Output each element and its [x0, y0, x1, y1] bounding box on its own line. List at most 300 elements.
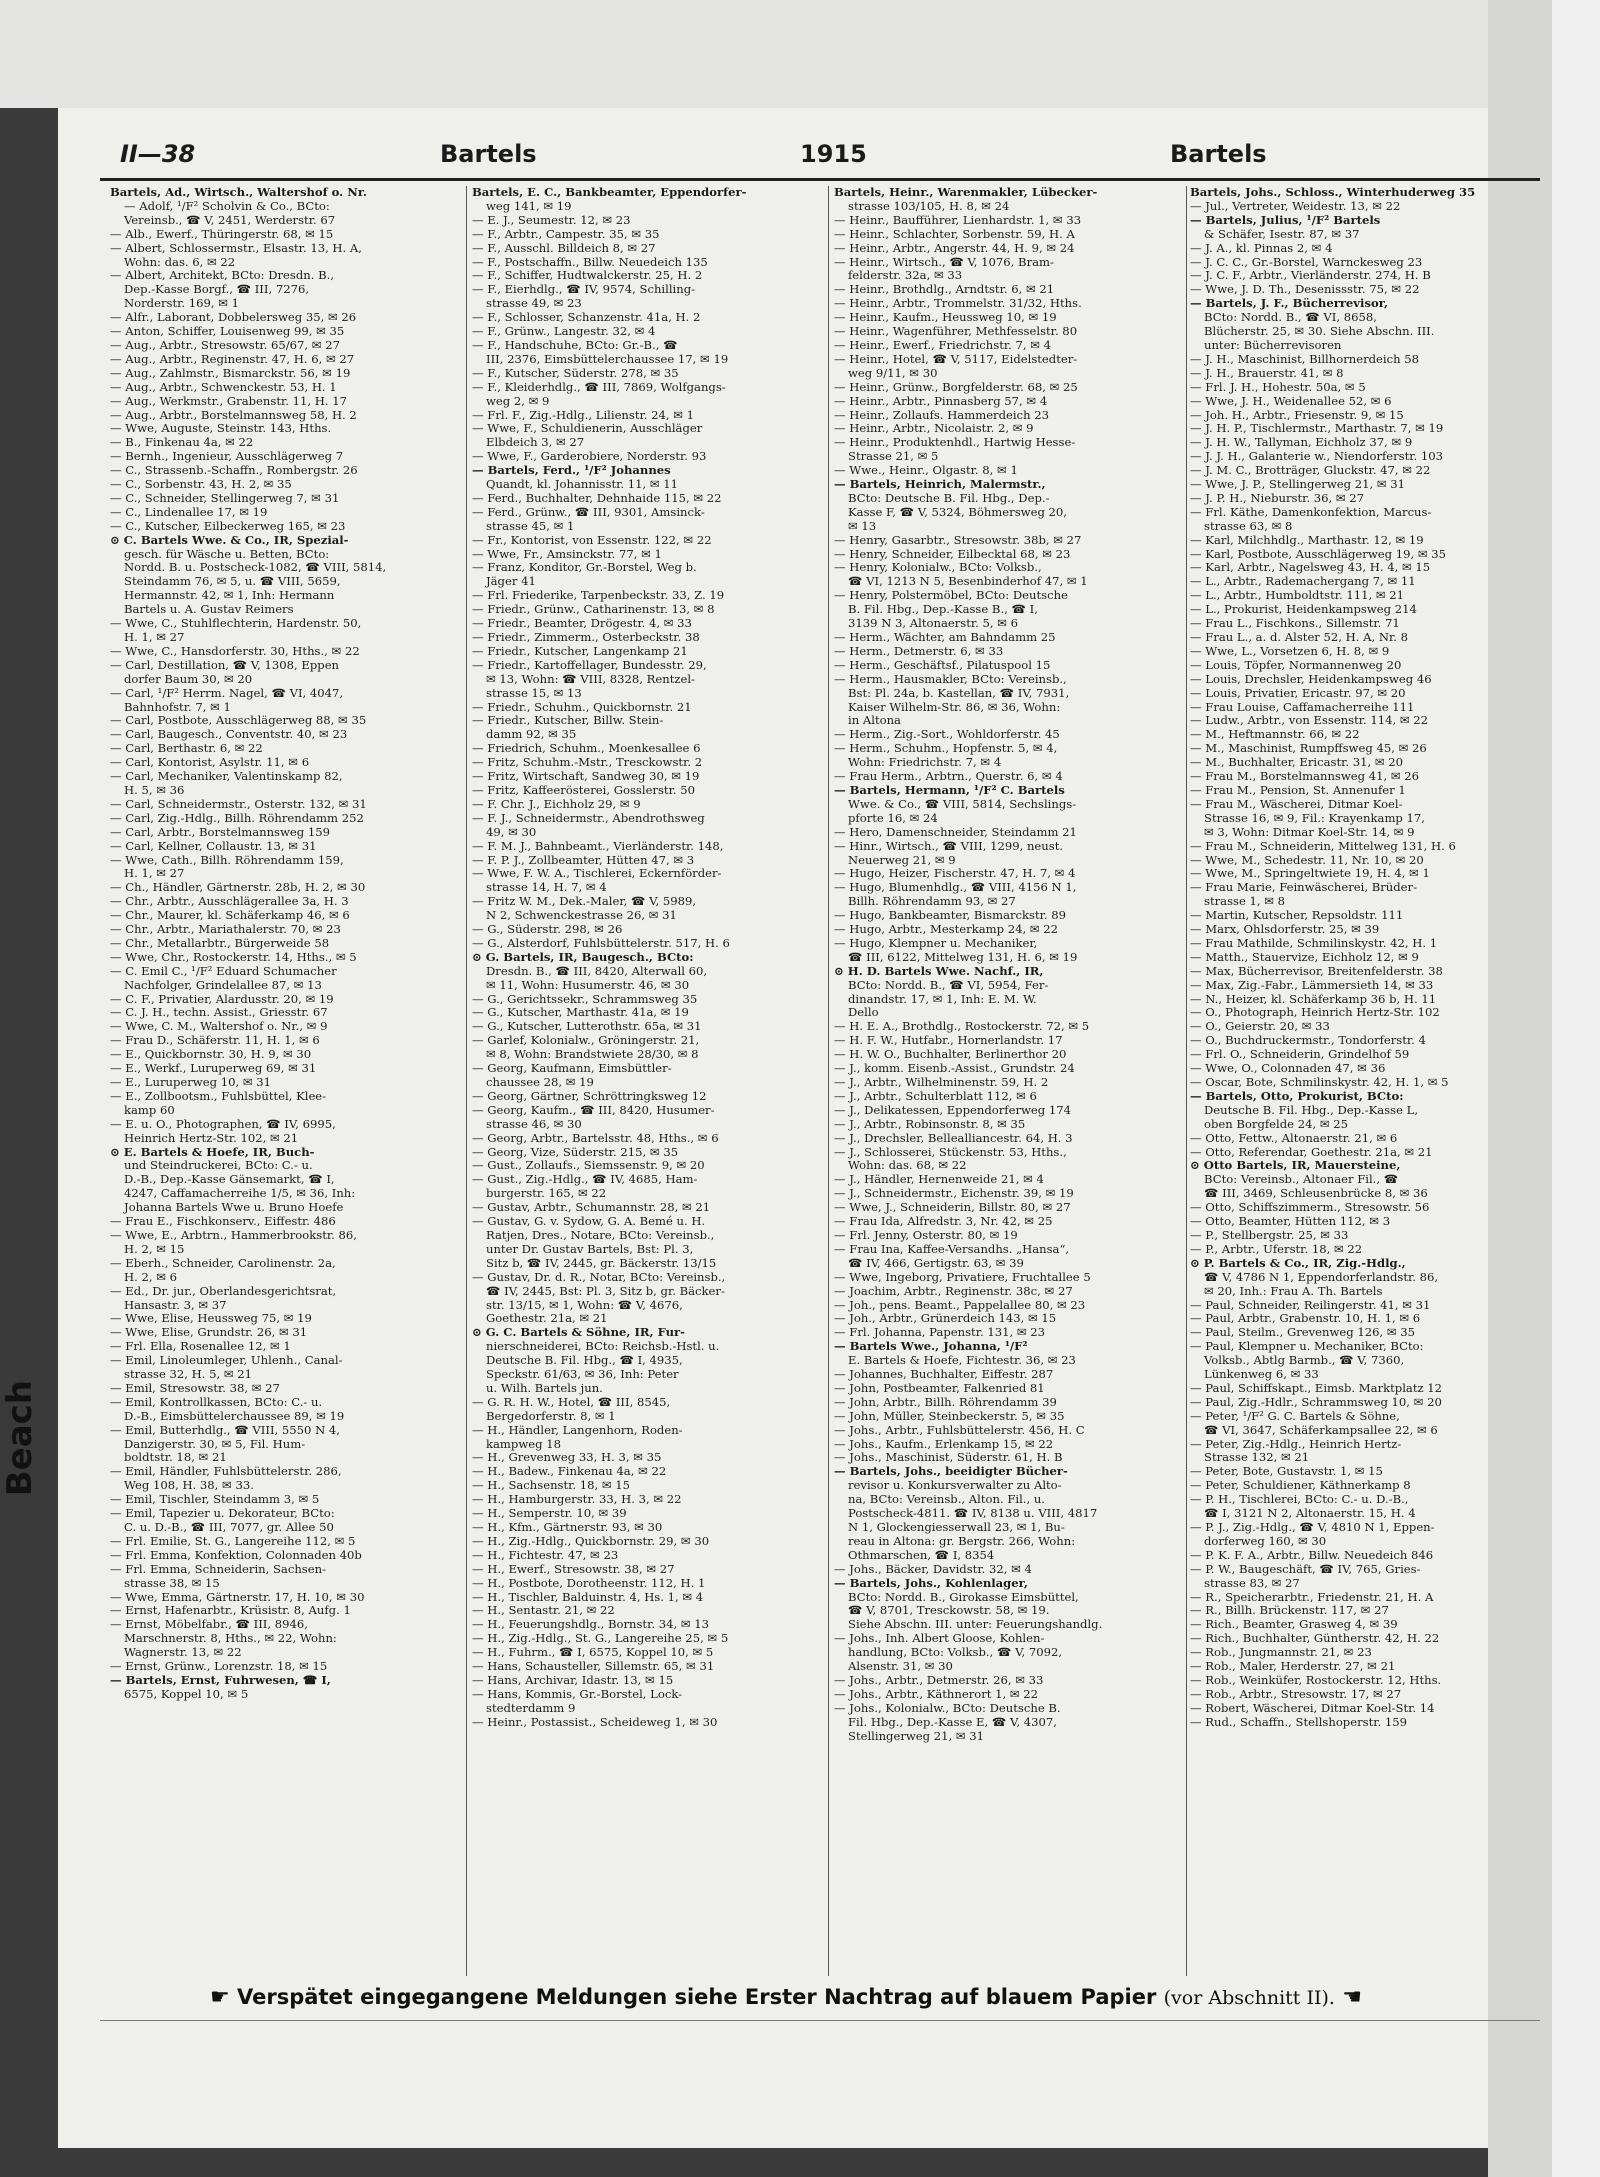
directory-entry-line: — Gust., Zollaufs., Siemssenstr. 9, ✉ 20 — [472, 1159, 705, 1173]
directory-entry-line: — Frau M., Borstelmannsweg 41, ✉ 26 — [1190, 770, 1420, 784]
directory-entry-line: — Heinr., Hotel, ☎ V, 5117, Eidelstedter- — [834, 352, 1078, 366]
directory-entry-line: — Paul, Arbtr., Grabenstr. 10, H. 1, ✉ 6 — [1190, 1312, 1421, 1326]
directory-entry-line: — J., Schneidermstr., Eichenstr. 39, ✉ 19 — [834, 1187, 1074, 1201]
directory-entry-line: H. 5, ✉ 36 — [124, 783, 185, 797]
directory-entry-line: str. 13/15, ✉ 1, Wohn: ☎ V, 4676, — [486, 1298, 683, 1312]
directory-entry-line: — Peter, Schuldiener, Käthnerkamp 8 — [1190, 1479, 1411, 1493]
directory-entry-line: Nachfolger, Grindelallee 87, ✉ 13 — [124, 978, 322, 992]
directory-entry-line: Postscheck-4811. ☎ IV, 8138 u. VIII, 4817 — [848, 1507, 1098, 1521]
directory-entry-line: — Joh., pens. Beamt., Pappelallee 80, ✉ 23 — [834, 1298, 1086, 1312]
header-right-name: Bartels — [1170, 140, 1267, 168]
directory-entry-line: — Herm., Geschäftsf., Pilatuspool 15 — [834, 658, 1051, 672]
directory-entry-line: ☎ IV, 2445, Bst: Pl. 3, Sitz b, gr. Bäcker- — [486, 1284, 725, 1298]
directory-entry-line: ☎ III, 6122, Mittelweg 131, H. 6, ✉ 19 — [848, 950, 1078, 964]
directory-entry-line: — Bartels, Johs., Kohlenlager, — [834, 1576, 1028, 1590]
directory-entry-line: — H., Postbote, Dorotheenstr. 112, H. 1 — [472, 1576, 706, 1590]
directory-entry-line: — Frl. Friederike, Tarpenbeckstr. 33, Z. 19 — [472, 589, 725, 603]
directory-entry-line: — Rob., Jungmannstr. 21, ✉ 23 — [1190, 1646, 1372, 1660]
directory-entry-line: — Ch., Händler, Gärtnerstr. 28b, H. 2, ✉ 30 — [110, 881, 366, 895]
directory-entry-line: — J. M. C., Brotträger, Gluckstr. 47, ✉ 22 — [1190, 464, 1431, 478]
directory-entry-line: Bartels, Ad., Wirtsch., Waltershof o. Nr. — [110, 186, 367, 199]
directory-entry-line: — Chr., Metallarbtr., Bürgerweide 58 — [110, 936, 330, 950]
directory-entry-line: — Rud., Schaffn., Stellshoperstr. 159 — [1190, 1715, 1408, 1729]
directory-entry-line: — Chr., Arbtr., Mariathalerstr. 70, ✉ 23 — [110, 923, 341, 937]
directory-entry-line: — Johs., Bäcker, Davidstr. 32, ✉ 4 — [834, 1562, 1032, 1576]
directory-entry-line: — Ernst, Grünw., Lorenzstr. 18, ✉ 15 — [110, 1660, 328, 1674]
directory-entry-line: E. Bartels & Hoefe, Fichtestr. 36, ✉ 23 — [848, 1354, 1076, 1368]
directory-entry-line: ☎ IV, 466, Gertigstr. 63, ✉ 39 — [848, 1256, 1024, 1270]
directory-entry-line: — Fritz, Kaffeerösterei, Gosslerstr. 50 — [472, 783, 695, 797]
directory-entry-line: — Georg, Gärtner, Schröttringksweg 12 — [472, 1089, 707, 1103]
directory-entry-line: Bst: Pl. 24a, b. Kastellan, ☎ IV, 7931, — [848, 686, 1070, 700]
directory-entry-line: — H., Händler, Langenhorn, Roden- — [472, 1423, 683, 1437]
directory-entry-line: Strasse 132, ✉ 21 — [1204, 1451, 1310, 1465]
directory-entry-line: — Frl. Johanna, Papenstr. 131, ✉ 23 — [834, 1326, 1046, 1340]
directory-entry-line: — Fritz, Wirtschaft, Sandweg 30, ✉ 19 — [472, 770, 700, 784]
directory-entry-line: — Frau Ida, Alfredstr. 3, Nr. 42, ✉ 25 — [834, 1215, 1053, 1229]
directory-entry-line: — Wwe, M., Schedestr. 11, Nr. 10, ✉ 20 — [1190, 853, 1424, 867]
directory-entry-line: Wwe. & Co., ☎ VIII, 5814, Sechslings- — [848, 797, 1077, 811]
directory-entry-line: — P. J., Zig.-Hdlg., ☎ V, 4810 N 1, Eppen- — [1190, 1521, 1435, 1534]
directory-entry-line: — Frau Herm., Arbtrn., Querstr. 6, ✉ 4 — [834, 770, 1063, 784]
directory-entry-line: BCto: Vereinsb., Altonaer Fil., ☎ — [1204, 1173, 1399, 1187]
directory-entry-line: — P., Stellbergstr. 25, ✉ 33 — [1190, 1228, 1349, 1242]
directory-entry-line: unter Dr. Gustav Bartels, Bst: Pl. 3, — [486, 1242, 694, 1256]
directory-entry-line: — Wwe, C., Stuhlflechterin, Hardenstr. 50, — [110, 617, 362, 631]
directory-entry-line: — Wwe, Cath., Billh. Röhrendamm 159, — [110, 853, 344, 867]
directory-entry-line: — G., Alsterdorf, Fuhlsbüttelerstr. 517, H. 6 — [472, 936, 730, 950]
directory-entry-line: — Frau Louise, Caffamacherreihe 111 — [1190, 700, 1415, 714]
directory-entry-line: — Rob., Arbtr., Stresowstr. 17, ✉ 27 — [1190, 1687, 1402, 1701]
directory-entry-line: — Aug., Zahlmstr., Bismarckstr. 56, ✉ 19 — [110, 366, 351, 380]
directory-entry-line: Kaiser Wilhelm-Str. 86, ✉ 36, Wohn: — [848, 700, 1061, 714]
directory-entry-line: — Emil, Stresowstr. 38, ✉ 27 — [110, 1381, 280, 1395]
directory-entry-line: Wohn: Friedrichstr. 7, ✉ 4 — [848, 756, 1002, 770]
directory-entry-line: — Friedr., Zimmerm., Osterbeckstr. 38 — [472, 631, 700, 644]
directory-entry-line: pforte 16, ✉ 24 — [848, 811, 938, 825]
directory-entry-line: — Max, Zig.-Fabr., Lämmersieth 14, ✉ 33 — [1190, 978, 1434, 992]
directory-entry-line: Bartels u. A. Gustav Reimers — [124, 603, 294, 617]
directory-entry-line: Speckstr. 61/63, ✉ 36, Inh: Peter — [486, 1368, 679, 1382]
directory-entry-line: strasse 1, ✉ 8 — [1204, 895, 1286, 909]
directory-entry-line: — Friedr., Grünw., Catharinenstr. 13, ✉ 8 — [472, 603, 715, 617]
directory-entry-line: Alsenstr. 31, ✉ 30 — [848, 1660, 953, 1674]
directory-entry-line: — J. H., Maschinist, Billhornerdeich 58 — [1190, 352, 1420, 366]
directory-entry-line: Ratjen, Dres., Notare, BCto: Vereinsb., — [486, 1228, 715, 1242]
directory-entry-line: — F. M. J., Bahnbeamt., Vierländerstr. 148, — [472, 839, 724, 853]
directory-entry-line: — Carl, Kontorist, Asylstr. 11, ✉ 6 — [110, 756, 310, 770]
directory-entry-line: Elbdeich 3, ✉ 27 — [486, 436, 585, 450]
directory-entry-line: — C., Lindenallee 17, ✉ 19 — [110, 505, 268, 519]
directory-entry-line: — H., Hamburgerstr. 33, H. 3, ✉ 22 — [472, 1493, 682, 1507]
directory-entry-line: — E. u. O., Photographen, ☎ IV, 6995, — [110, 1117, 336, 1131]
directory-entry-line: Fil. Hbg., Dep.-Kasse E, ☎ V, 4307, — [848, 1715, 1057, 1729]
footer-rule — [100, 2020, 1540, 2021]
directory-entry-line: — Louis, Töpfer, Normannenweg 20 — [1190, 658, 1402, 672]
directory-entry-line: — O., Geierstr. 20, ✉ 33 — [1190, 1020, 1330, 1034]
directory-entry-line: — Paul, Schiffskapt., Eimsb. Marktplatz 12 — [1190, 1381, 1443, 1395]
directory-entry-line: — Otto, Beamter, Hütten 112, ✉ 3 — [1190, 1215, 1391, 1229]
directory-entry-line: — Hans, Archivar, Idastr. 13, ✉ 15 — [472, 1673, 674, 1687]
directory-entry-line: unter: Bücherrevisoren — [1204, 338, 1342, 352]
directory-entry-line: — Bartels, Heinrich, Malermstr., — [834, 478, 1046, 492]
directory-entry-line: — Peter, ¹/F² G. C. Bartels & Söhne, — [1190, 1409, 1400, 1423]
directory-entry-line: — F., Postschaffn., Billw. Neuedeich 135 — [472, 255, 708, 269]
directory-entry-line: strasse 14, H. 7, ✉ 4 — [486, 881, 607, 895]
directory-entry-line: — Henry, Gasarbtr., Stresowstr. 38b, ✉ 27 — [834, 533, 1082, 547]
directory-entry-line: — Alfr., Laborant, Dobbelersweg 35, ✉ 26 — [110, 311, 357, 325]
directory-entry-line: Lünkenweg 6, ✉ 33 — [1204, 1368, 1319, 1382]
directory-entry-line: — F. Chr. J., Eichholz 29, ✉ 9 — [472, 797, 641, 811]
directory-entry-line: — Wwe, F., Schuldienerin, Ausschläger — [472, 422, 703, 436]
footer-notice — [210, 1985, 1430, 2015]
directory-entry-line: dorferweg 160, ✉ 30 — [1204, 1534, 1327, 1548]
directory-entry-line: — N., Heizer, kl. Schäferkamp 36 b, H. 11 — [1190, 992, 1437, 1006]
directory-entry-line: strasse 103/105, H. 8, ✉ 24 — [848, 199, 1010, 213]
directory-entry-line: weg 2, ✉ 9 — [486, 394, 550, 408]
directory-entry-line: — Friedr., Kartoffellager, Bundesstr. 29, — [472, 658, 707, 672]
directory-entry-line: — Johs., Kolonialw., BCto: Deutsche B. — [834, 1701, 1061, 1715]
directory-entry-line: na, BCto: Vereinsb., Alton. Fil., u. — [848, 1493, 1045, 1507]
directory-entry-line: — Johs., Inh. Albert Gloose, Kohlen- — [834, 1632, 1045, 1646]
directory-entry-line: — Wwe, F., Garderobiere, Norderstr. 93 — [472, 450, 707, 464]
directory-entry-line: — Carl, Postbote, Ausschlägerweg 88, ✉ 35 — [110, 714, 367, 728]
directory-entry-line: — H., Ewerf., Stresowstr. 38, ✉ 27 — [472, 1562, 675, 1576]
column-divider — [1186, 186, 1187, 1976]
directory-entry-line: — F., Ausschl. Billdeich 8, ✉ 27 — [472, 241, 656, 255]
directory-entry-line: — Emil, Kontrollkassen, BCto: C.- u. — [110, 1395, 323, 1409]
directory-entry-line: — Herm., Schuhm., Hopfenstr. 5, ✉ 4, — [834, 742, 1058, 756]
directory-entry-line: — Peter, Bote, Gustavstr. 1, ✉ 15 — [1190, 1465, 1383, 1479]
directory-entry-line: — Aug., Werkmstr., Grabenstr. 11, H. 17 — [110, 394, 347, 408]
directory-entry-line: — Johs., Arbtr., Käthnerort 1, ✉ 22 — [834, 1687, 1039, 1701]
directory-entry-line: strasse 83, ✉ 27 — [1204, 1576, 1300, 1590]
directory-entry-line: Wohn: das. 68, ✉ 22 — [848, 1159, 967, 1173]
directory-entry-line: — Georg, Arbtr., Bartelsstr. 48, Hths., ✉ 6 — [472, 1131, 719, 1145]
directory-entry-line: Goethestr. 21a, ✉ 21 — [486, 1312, 608, 1326]
directory-entry-line: — Heinr., Kaufm., Heussweg 10, ✉ 19 — [834, 311, 1057, 325]
directory-entry-line: in Altona — [848, 714, 901, 728]
directory-entry-line: strasse 63, ✉ 8 — [1204, 519, 1293, 533]
directory-entry-line: Stellingerweg 21, ✉ 31 — [848, 1729, 985, 1743]
directory-entry-line: — Friedr., Schuhm., Quickbornstr. 21 — [472, 700, 692, 714]
directory-entry-line: BCto: Nordd. B., ☎ VI, 5954, Fer- — [848, 978, 1049, 992]
directory-entry-line: kamp 60 — [124, 1103, 175, 1117]
directory-entry-line: — Rob., Weinküfer, Rostockerstr. 12, Hths. — [1190, 1673, 1442, 1687]
directory-entry-line: — M., Heftmannstr. 66, ✉ 22 — [1190, 728, 1360, 742]
directory-entry-line: — Heinr., Arbtr., Angerstr. 44, H. 9, ✉ 24 — [834, 241, 1075, 255]
directory-entry-line: ⊙ Otto Bartels, IR, Mauersteine, — [1190, 1159, 1401, 1173]
directory-entry-line: — Ernst, Hafenarbtr., Krüsistr. 8, Aufg. 1 — [110, 1604, 351, 1618]
directory-entry-line: Siehe Abschn. III. unter: Feuerungshandlg. — [848, 1618, 1103, 1632]
directory-entry-line: — B., Finkenau 4a, ✉ 22 — [110, 436, 254, 450]
directory-entry-line: — Louis, Privatier, Ericastr. 97, ✉ 20 — [1190, 686, 1406, 700]
directory-entry-line: — Heinr., Arbtr., Trommelstr. 31/32, Hths. — [834, 297, 1082, 311]
directory-entry-line: — E., Quickbornstr. 30, H. 9, ✉ 30 — [110, 1048, 312, 1062]
directory-entry-line: strasse 32, H. 5, ✉ 21 — [124, 1368, 253, 1382]
column-4 — [1190, 186, 1540, 1976]
directory-entry-line: — Hugo, Blumenhdlg., ☎ VIII, 4156 N 1, — [834, 881, 1077, 895]
directory-entry-line: — Frau Marie, Feinwäscherei, Brüder- — [1190, 881, 1418, 895]
directory-entry-line: — Carl, Berthastr. 6, ✉ 22 — [110, 742, 263, 756]
directory-entry-line: Johanna Bartels Wwe u. Bruno Hoefe — [124, 1201, 344, 1215]
directory-entry-line: — J. A., kl. Pinnas 2, ✉ 4 — [1190, 241, 1333, 255]
directory-entry-line: — J., Delikatessen, Eppendorferweg 174 — [834, 1103, 1072, 1117]
directory-entry-line: — Paul, Zig.-Hdlr., Schrammsweg 10, ✉ 20 — [1190, 1395, 1442, 1409]
directory-entry-line: — Hugo, Bankbeamter, Bismarckstr. 89 — [834, 909, 1067, 923]
directory-entry-line: — Georg, Kaufm., ☎ III, 8420, Husumer- — [472, 1103, 715, 1117]
directory-entry-line: — Frau M., Schneiderin, Mittelweg 131, H. 6 — [1190, 839, 1456, 853]
directory-entry-line: — Carl, Kellner, Collaustr. 13, ✉ 31 — [110, 839, 317, 853]
directory-entry-line: strasse 38, ✉ 15 — [124, 1576, 220, 1590]
directory-entry-line: — Hero, Damenschneider, Steindamm 21 — [834, 825, 1077, 839]
directory-entry-line: — O., Photograph, Heinrich Hertz-Str. 102 — [1190, 1006, 1440, 1020]
directory-entry-line: — H. E. A., Brothdlg., Rostockerstr. 72, ✉ 5 — [834, 1020, 1090, 1034]
directory-entry-line: — J. P. H., Nieburstr. 36, ✉ 27 — [1190, 491, 1365, 505]
directory-entry-line: — Friedr., Kutscher, Langenkamp 21 — [472, 644, 688, 658]
directory-entry-line: revisor u. Konkursverwalter zu Alto- — [848, 1479, 1062, 1493]
directory-entry-line: BCto: Nordd. B., ☎ VI, 8658, — [1204, 311, 1377, 325]
directory-entry-line: 4247, Caffamacherreihe 1/5, ✉ 36, Inh: — [124, 1187, 356, 1201]
header-left-name: Bartels — [440, 140, 537, 168]
directory-entry-line: — Hinr., Wirtsch., ☎ VIII, 1299, neust. — [834, 839, 1064, 853]
directory-entry-line: Nordd. B. u. Postscheck-1082, ☎ VIII, 5814, — [124, 561, 387, 575]
directory-entry-line: Marschnerstr. 8, Hths., ✉ 22, Wohn: — [124, 1632, 337, 1646]
directory-entry-line: — John, Arbtr., Billh. Röhrendamm 39 — [834, 1395, 1057, 1409]
directory-entry-line: — Joh., Arbtr., Grünerdeich 143, ✉ 15 — [834, 1312, 1057, 1326]
directory-entry-line: — Peter, Zig.-Hdlg., Heinrich Hertz- — [1190, 1437, 1402, 1451]
directory-entry-line: — Herm., Zig.-Sort., Wohldorferstr. 45 — [834, 728, 1060, 742]
directory-entry-line: — Wwe, F. W. A., Tischlerei, Eckernförder- — [472, 867, 722, 881]
directory-entry-line: Blücherstr. 25, ✉ 30. Siehe Abschn. III. — [1204, 325, 1435, 339]
directory-entry-line: — Rob., Maler, Herderstr. 27, ✉ 21 — [1190, 1660, 1396, 1674]
directory-columns — [100, 186, 1540, 1976]
directory-entry-line: felderstr. 32a, ✉ 33 — [848, 269, 963, 283]
directory-entry-line: — H., Kfm., Gärtnerstr. 93, ✉ 30 — [472, 1521, 663, 1534]
directory-entry-line: ☎ I, 3121 N 2, Altonaerstr. 15, H. 4 — [1204, 1507, 1416, 1521]
column-3 — [834, 186, 1184, 1976]
directory-entry-line: — F., Kleiderhdlg., ☎ III, 7869, Wolfgangs- — [472, 380, 726, 394]
directory-entry-line: — Karl, Arbtr., Nagelsweg 43, H. 4, ✉ 15 — [1190, 561, 1431, 575]
directory-entry-line: — J., Drechsler, Bellealliancestr. 64, H. 3 — [834, 1131, 1073, 1145]
directory-entry-line: — Heinr., Zollaufs. Hammerdeich 23 — [834, 408, 1049, 422]
directory-entry-line: — Eberh., Schneider, Carolinenstr. 2a, — [110, 1256, 336, 1270]
directory-entry-line: — Carl, ¹/F² Herrm. Nagel, ☎ VI, 4047, — [110, 686, 344, 700]
directory-entry-line: — Henry, Polstermöbel, BCto: Deutsche — [834, 589, 1068, 603]
directory-entry-line: Dresdn. B., ☎ III, 8420, Alterwall 60, — [486, 964, 708, 978]
directory-entry-line: — Wwe, O., Colonnaden 47, ✉ 36 — [1190, 1062, 1386, 1076]
directory-entry-line: — Heinr., Wirtsch., ☎ V, 1076, Bram- — [834, 255, 1054, 269]
directory-entry-line: — F. P. J., Zollbeamter, Hütten 47, ✉ 3 — [472, 853, 695, 867]
directory-entry-line: — O., Buchdruckermstr., Tondorferstr. 4 — [1190, 1034, 1426, 1048]
directory-entry-line: — Hugo, Klempner u. Mechaniker, — [834, 936, 1038, 950]
column-divider — [466, 186, 467, 1976]
directory-entry-line: — Ernst, Möbelfabr., ☎ III, 8946, — [110, 1618, 308, 1632]
directory-entry-line: 6575, Koppel 10, ✉ 5 — [124, 1687, 249, 1701]
directory-entry-line: — G., Gerichtssekr., Schrammsweg 35 — [472, 992, 698, 1006]
directory-entry-line: — Albert, Schlossermstr., Elsastr. 13, H. A, — [110, 241, 362, 255]
directory-entry-line: — Frau Ina, Kaffee-Versandhs. „Hansa“, — [834, 1242, 1070, 1256]
directory-entry-line: — Frl. Jenny, Osterstr. 80, ✉ 19 — [834, 1228, 1018, 1242]
directory-entry-line: — Heinr., Produktenhdl., Hartwig Hesse- — [834, 436, 1076, 450]
directory-entry-line: Dep.-Kasse Borgf., ☎ III, 7276, — [124, 283, 310, 297]
directory-entry-line: Hansastr. 3, ✉ 37 — [124, 1298, 227, 1312]
directory-entry-line: — Wwe, Elise, Heussweg 75, ✉ 19 — [110, 1312, 312, 1326]
directory-entry-line: — H., Fichtestr. 47, ✉ 23 — [472, 1548, 619, 1562]
directory-entry-line: — Carl, Arbtr., Borstelmannsweg 159 — [110, 825, 331, 839]
directory-entry-line: — Herm., Hausmakler, BCto: Vereinsb., — [834, 672, 1067, 686]
directory-entry-line: — Aug., Arbtr., Stresowstr. 65/67, ✉ 27 — [110, 338, 340, 352]
directory-entry-line: dorfer Baum 30, ✉ 20 — [124, 672, 253, 686]
directory-entry-line: — J. H. P., Tischlermstr., Marthastr. 7, ✉ 19 — [1190, 422, 1444, 436]
directory-entry-line: ☎ VI, 3647, Schäferkampsallee 22, ✉ 6 — [1204, 1423, 1438, 1437]
directory-entry-line: — J., Arbtr., Wilhelminenstr. 59, H. 2 — [834, 1076, 1049, 1089]
directory-entry-line: — Emil, Händler, Fuhlsbüttelerstr. 286, — [110, 1465, 342, 1479]
directory-entry-line: — Martin, Kutscher, Repsoldstr. 111 — [1190, 909, 1404, 923]
directory-entry-line: H. 1, ✉ 27 — [124, 631, 185, 644]
directory-entry-line: — Bartels, Johs., beeidigter Bücher- — [834, 1465, 1068, 1479]
directory-entry-line: — Johannes, Buchhalter, Eiffestr. 287 — [834, 1368, 1054, 1382]
directory-entry-line: boldtstr. 18, ✉ 21 — [124, 1451, 227, 1465]
directory-entry-line: — Rich., Buchhalter, Güntherstr. 42, H. 22 — [1190, 1632, 1440, 1646]
directory-entry-line: — F., Handschuhe, BCto: Gr.-B., ☎ — [472, 338, 678, 352]
directory-entry-line: — F., Kutscher, Süderstr. 278, ✉ 35 — [472, 366, 679, 380]
scan-edge-band — [1552, 0, 1600, 2177]
directory-entry-line: — Frau L., a. d. Alster 52, H. A, Nr. 8 — [1190, 631, 1409, 644]
directory-entry-line: — Heinr., Wagenführer, Methfesselstr. 80 — [834, 325, 1078, 339]
directory-entry-line: gesch. für Wäsche u. Betten, BCto: — [124, 547, 330, 561]
directory-entry-line: — C., Sorbenstr. 43, H. 2, ✉ 35 — [110, 478, 292, 492]
header-year: 1915 — [800, 140, 867, 168]
directory-entry-line: — Johs., Arbtr., Fuhlsbüttelerstr. 456, H. C — [834, 1423, 1085, 1437]
directory-entry-line: — Matth., Stauervize, Eichholz 12, ✉ 9 — [1190, 950, 1419, 964]
directory-entry-line: — Heinr., Schlachter, Sorbenstr. 59, H. A — [834, 227, 1075, 241]
directory-entry-line: — Hans, Kommis, Gr.-Borstel, Lock- — [472, 1687, 683, 1701]
directory-entry-line: N 1, Glockengiesserwall 23, ✉ 1, Bu- — [848, 1521, 1065, 1534]
directory-entry-line: — Carl, Schneidermstr., Osterstr. 132, ✉ 31 — [110, 797, 367, 811]
directory-entry-line: — Johs., Kaufm., Erlenkamp 15, ✉ 22 — [834, 1437, 1054, 1451]
directory-entry-line: — Gustav, Dr. d. R., Notar, BCto: Vereinsb., — [472, 1270, 726, 1284]
directory-entry-line: — H., Sentastr. 21, ✉ 22 — [472, 1604, 615, 1618]
directory-entry-line: — Herm., Wächter, am Bahndamm 25 — [834, 631, 1056, 644]
directory-entry-line: ✉ 13 — [848, 519, 877, 533]
directory-entry-line: — Franz, Konditor, Gr.-Borstel, Weg b. — [472, 561, 697, 575]
directory-entry-line: ⊙ H. D. Bartels Wwe. Nachf., IR, — [834, 964, 1044, 978]
directory-entry-line: — Wwe, Chr., Rostockerstr. 14, Hths., ✉ 5 — [110, 950, 357, 964]
directory-entry-line: — Chr., Maurer, kl. Schäferkamp 46, ✉ 6 — [110, 909, 350, 923]
pointing-hand-right-icon: ☚ — [1342, 1985, 1362, 2010]
directory-entry-line: — Wwe, E., Arbtrn., Hammerbrookstr. 86, — [110, 1228, 357, 1242]
directory-entry-line: — Otto, Fettw., Altonaerstr. 21, ✉ 6 — [1190, 1131, 1398, 1145]
directory-entry-line: Strasse 16, ✉ 9, Fil.: Krayenkamp 17, — [1204, 811, 1425, 825]
directory-entry-line: — Wwe, C. M., Waltershof o. Nr., ✉ 9 — [110, 1020, 328, 1034]
directory-entry-line: — Frl. F., Zig.-Hdlg., Lilienstr. 24, ✉ 1 — [472, 408, 695, 422]
directory-entry-line: chaussee 28, ✉ 19 — [486, 1076, 594, 1089]
directory-entry-line: — Bartels, Ferd., ¹/F² Johannes — [472, 464, 671, 478]
directory-entry-line: — J., Arbtr., Schulterblatt 112, ✉ 6 — [834, 1089, 1037, 1103]
directory-entry-line: — M., Buchhalter, Ericastr. 31, ✉ 20 — [1190, 756, 1404, 770]
directory-entry-line: — Gustav, G. v. Sydow, G. A. Bemé u. H. — [472, 1215, 706, 1229]
directory-entry-line: — Wwe, Emma, Gärtnerstr. 17, H. 10, ✉ 30 — [110, 1590, 365, 1604]
directory-entry-line: Vereinsb., ☎ V, 2451, Werderstr. 67 — [124, 213, 336, 227]
directory-entry-line: — Joh. H., Arbtr., Friesenstr. 9, ✉ 15 — [1190, 408, 1404, 422]
scan-top-margin — [0, 0, 1600, 108]
directory-entry-line: — Wwe, Fr., Amsinckstr. 77, ✉ 1 — [472, 547, 662, 561]
directory-entry-line: — Aug., Arbtr., Reginenstr. 47, H. 6, ✉ 27 — [110, 352, 355, 366]
directory-entry-line: ⊙ P. Bartels & Co., IR, Zig.-Hdlg., — [1190, 1256, 1406, 1270]
directory-entry-line: Bartels, E. C., Bankbeamter, Eppendorfer- — [472, 186, 747, 199]
directory-entry-line: strasse 49, ✉ 23 — [486, 297, 582, 311]
directory-entry-line: — Ed., Dr. jur., Oberlandesgerichtsrat, — [110, 1284, 337, 1298]
directory-entry-line: — Otto, Referendar, Goethestr. 21a, ✉ 21 — [1190, 1145, 1433, 1159]
directory-entry-line: — H. F. W., Hutfabr., Hornerlandstr. 17 — [834, 1034, 1063, 1048]
page-number: II—38 — [120, 140, 196, 168]
directory-entry-line: — Henry, Schneider, Eilbecktal 68, ✉ 23 — [834, 547, 1071, 561]
directory-entry-line: — Frl. O., Schneiderin, Grindelhof 59 — [1190, 1048, 1410, 1062]
directory-entry-line: — Frl. J. H., Hohestr. 50a, ✉ 5 — [1190, 380, 1366, 394]
footer-text: Verspätet eingegangene Meldungen siehe Erster Nachtrag auf blauem Papier — [237, 1985, 1157, 2009]
directory-entry-line: — C. Emil C., ¹/F² Eduard Schumacher — [110, 964, 337, 978]
directory-entry-line: Othmarschen, ☎ I, 8354 — [848, 1548, 995, 1562]
directory-entry-line: — C. F., Privatier, Alardusstr. 20, ✉ 19 — [110, 992, 334, 1006]
directory-entry-line: — Wwe, L., Vorsetzen 6, H. 8, ✉ 9 — [1190, 644, 1390, 658]
directory-entry-line: — Wwe, J. D. Th., Desenissstr. 75, ✉ 22 — [1190, 283, 1420, 297]
directory-entry-line: Dello — [848, 1006, 879, 1020]
directory-entry-line: — J. C. F., Arbtr., Vierländerstr. 274, H. B — [1190, 269, 1431, 283]
directory-entry-line: ☎ V, 4786 N 1, Eppendorferlandstr. 86, — [1204, 1270, 1439, 1284]
directory-entry-line: — Chr., Arbtr., Ausschlägerallee 3a, H. 3 — [110, 895, 349, 909]
directory-entry-line: Kasse F, ☎ V, 5324, Böhmersweg 20, — [848, 505, 1067, 519]
directory-entry-line: — Paul, Steilm., Grevenweg 126, ✉ 35 — [1190, 1326, 1416, 1340]
directory-entry-line: burgerstr. 165, ✉ 22 — [486, 1187, 607, 1201]
directory-entry-line: — C. J. H., techn. Assist., Griesstr. 67 — [110, 1006, 328, 1020]
directory-entry-line: — R., Speicherarbtr., Friedenstr. 21, H. A — [1190, 1590, 1434, 1604]
directory-entry-line: u. Wilh. Bartels jun. — [486, 1381, 603, 1395]
directory-entry-line: N 2, Schwenckestrasse 26, ✉ 31 — [486, 909, 677, 923]
directory-entry-line: — G., Kutscher, Lutterothstr. 65a, ✉ 31 — [472, 1020, 702, 1034]
directory-entry-line: Bartels, Johs., Schloss., Winterhuderweg 35 — [1190, 186, 1476, 199]
directory-entry-line: ⊙ E. Bartels & Hoefe, IR, Buch- — [110, 1145, 315, 1159]
directory-entry-line: Bergedorferstr. 8, ✉ 1 — [486, 1409, 616, 1423]
side-margin-text: Beach — [0, 1380, 40, 1497]
directory-entry-line: — E., Zollbootsm., Fuhlsbüttel, Klee- — [110, 1089, 327, 1103]
directory-entry-line: ✉ 11, Wohn: Husumerstr. 46, ✉ 30 — [486, 978, 690, 992]
directory-entry-line: 49, ✉ 30 — [486, 825, 537, 839]
directory-entry-line: strasse 45, ✉ 1 — [486, 519, 575, 533]
directory-entry-line: ⊙ C. Bartels Wwe. & Co., IR, Spezial- — [110, 533, 349, 547]
directory-entry-line: ✉ 8, Wohn: Brandstwiete 28/30, ✉ 8 — [486, 1048, 699, 1062]
directory-entry-line: damm 92, ✉ 35 — [486, 728, 577, 742]
directory-entry-line: — F., Schiffer, Hudtwalckerstr. 25, H. 2 — [472, 269, 703, 283]
directory-entry-line: — H., Feuerungshdlg., Bornstr. 34, ✉ 13 — [472, 1618, 709, 1632]
directory-entry-line: — Marx, Ohlsdorferstr. 25, ✉ 39 — [1190, 923, 1380, 937]
directory-entry-line: — J., komm. Eisenb.-Assist., Grundstr. 24 — [834, 1062, 1075, 1076]
directory-entry-line: — F., Eierhdlg., ☎ IV, 9574, Schilling- — [472, 283, 696, 297]
directory-entry-line: — Wwe, J. P., Stellingerweg 21, ✉ 31 — [1190, 478, 1406, 492]
directory-entry-line: Neuerweg 21, ✉ 9 — [848, 853, 956, 867]
directory-entry-line: — P. W., Baugeschäft, ☎ IV, 765, Gries- — [1190, 1562, 1421, 1576]
directory-entry-line: H. 2, ✉ 6 — [124, 1270, 178, 1284]
directory-entry-line: — J. J. H., Galanterie w., Niendorferstr. 103 — [1190, 450, 1444, 464]
directory-entry-line: — Heinr., Postassist., Scheideweg 1, ✉ 30 — [472, 1715, 718, 1729]
directory-entry-line: — H., Fuhrm., ☎ I, 6575, Koppel 10, ✉ 5 — [472, 1646, 714, 1660]
directory-entry-line: — Frl. Käthe, Damenkonfektion, Marcus- — [1190, 505, 1432, 519]
directory-entry-line: — Frau L., Fischkons., Sillemstr. 71 — [1190, 617, 1400, 631]
directory-entry-line: — Hans, Schausteller, Sillemstr. 65, ✉ 31 — [472, 1660, 715, 1674]
directory-entry-line: Volksb., Abtlg Barmb., ☎ V, 7360, — [1204, 1354, 1405, 1368]
directory-entry-line: — Frl. Emma, Schneiderin, Sachsen- — [110, 1562, 326, 1576]
directory-entry-line: Deutsche B. Fil. Hbg., ☎ I, 4935, — [486, 1354, 683, 1368]
